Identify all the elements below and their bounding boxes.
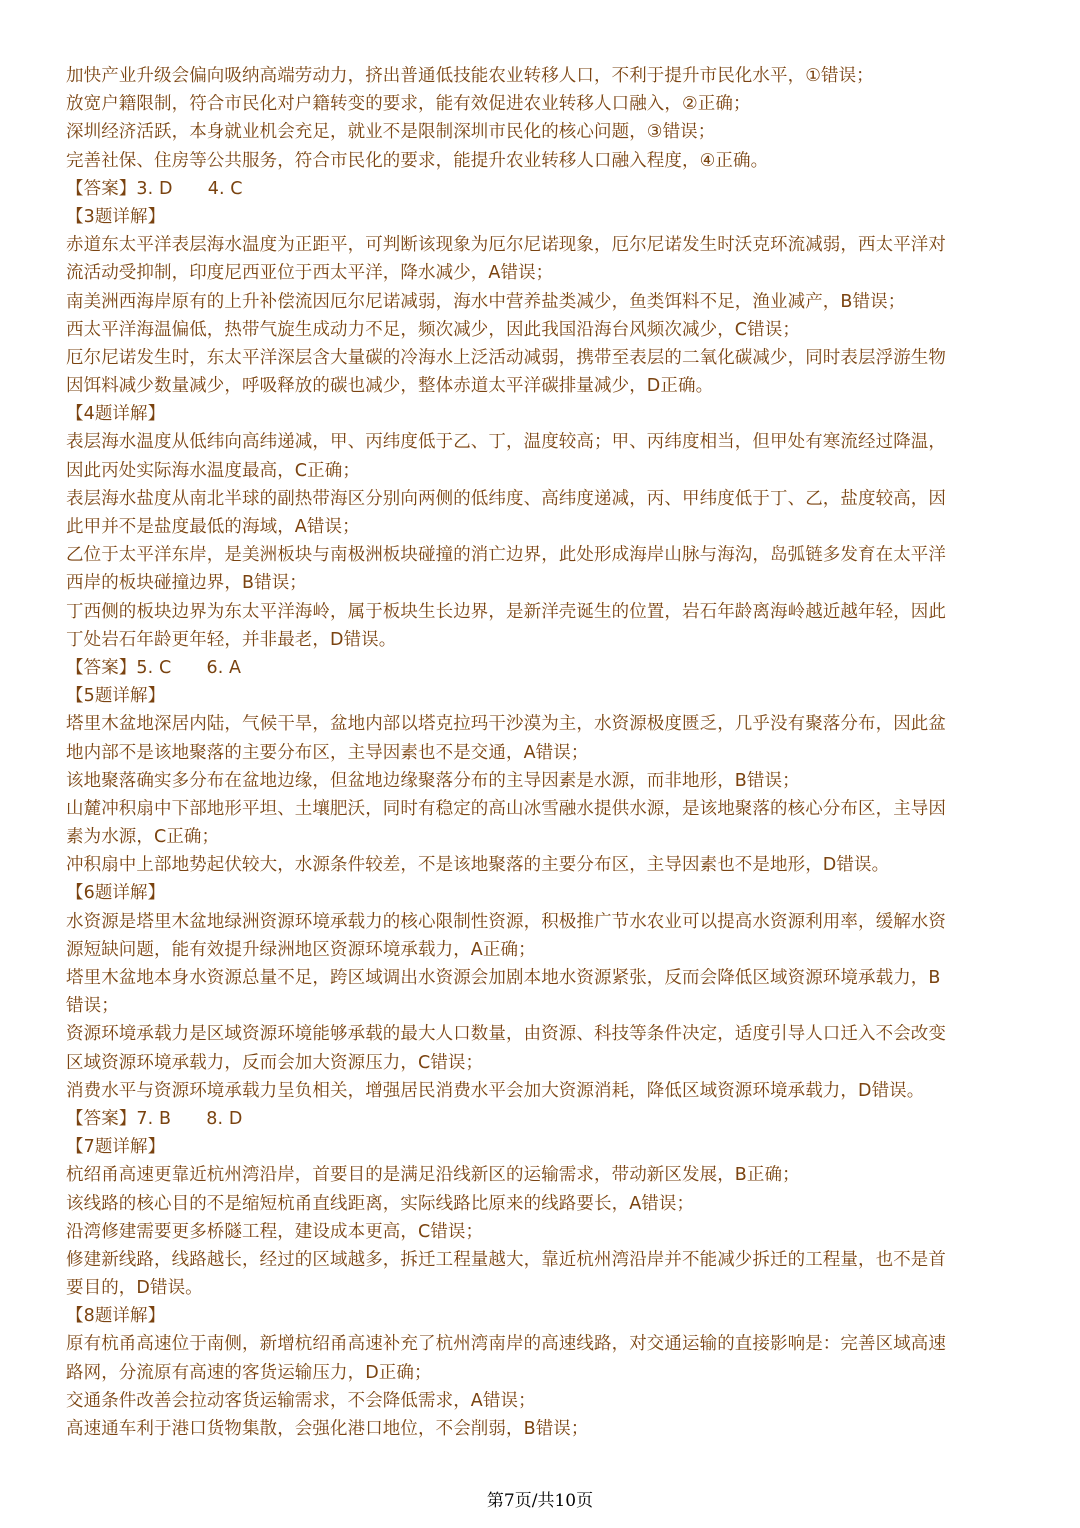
- text-line: 修建新线路，线路越长，经过的区域越多，拆迁工程量越大，靠近杭州湾沿岸并不能减少拆迁的工程量，也不是首: [66, 1249, 946, 1270]
- text-line: 交通条件改善会拉动客货运输需求，不会降低需求，A错误；: [66, 1390, 536, 1411]
- text-line: 丁处岩石年龄更年轻，并非最老，D错误。: [66, 629, 397, 650]
- text-line: 丁西侧的板块边界为东太平洋海岭，属于板块生长边界，是新洋壳诞生的位置，岩石年龄离海岭越近越年轻，因此: [66, 601, 946, 622]
- text-line: 塔里木盆地本身水资源总量不足，跨区域调出水资源会加剧本地水资源紧张，反而会降低区域资源环境承载力，B: [66, 968, 941, 988]
- text-line: 资源环境承载力是区域资源环境能够承载的最大人口数量，由资源、科技等条件决定，适度引导人口迁入不会改变: [66, 1024, 946, 1045]
- text-line: 【6题详解】: [66, 883, 166, 904]
- text-line: 水资源是塔里木盆地绿洲资源环境承载力的核心限制性资源，积极推广节水农业可以提高水资源利用率，缓解水资: [66, 911, 946, 932]
- text-line: 乙位于太平洋东岸，是美洲板块与南极洲板块碰撞的消亡边界，此处形成海岸山脉与海沟，岛弧链多发育在太平洋: [66, 545, 946, 566]
- text-line: 【8题详解】: [66, 1306, 166, 1327]
- text-line: 厄尔尼诺发生时，东太平洋深层含大量碳的冷海水上泛活动减弱，携带至表层的二氧化碳减少，同时表层浮游生物: [66, 347, 946, 368]
- text-line: 要目的，D错误。: [66, 1278, 203, 1299]
- text-line: 地内部不是该地聚落的主要分布区，主导因素也不是交通，A错误；: [66, 742, 589, 763]
- text-line: 杭绍甬高速更靠近杭州湾沿岸，首要目的是满足沿线新区的运输需求，带动新区发展，B正确；: [66, 1165, 800, 1186]
- text-line: 原有杭甬高速位于南侧，新增杭绍甬高速补充了杭州湾南岸的高速线路，对交通运输的直接影响是：完善区域高速: [66, 1334, 946, 1355]
- text-line: 高速通车利于港口货物集散，会强化港口地位，不会削弱，B错误；: [66, 1419, 589, 1439]
- text-line: 该地聚落确实多分布在盆地边缘，但盆地边缘聚落分布的主导因素是水源，而非地形，B错误；: [66, 770, 800, 791]
- text-line: 塔里木盆地深居内陆，气候干旱，盆地内部以塔克拉玛干沙漠为主，水资源极度匮乏，几乎没有聚落分布，因此盆: [66, 714, 946, 735]
- text-line: 【答案】3. D 4. C: [66, 178, 243, 199]
- text-line: 区域资源环境承载力，反而会加大资源压力，C错误；: [66, 1052, 484, 1073]
- text-line: 完善社保、住房等公共服务，符合市民化的要求，能提升农业转移人口融入程度，④正确。: [66, 150, 769, 171]
- text-line: 西岸的板块碰撞边界，B错误；: [66, 573, 307, 594]
- text-line: 深圳经济活跃，本身就业机会充足，就业不是限制深圳市民化的核心问题，③错误；: [66, 122, 716, 143]
- text-line: 山麓冲积扇中下部地形平坦、土壤肥沃，同时有稳定的高山冰雪融水提供水源，是该地聚落的核心分布区，主导因: [66, 798, 946, 819]
- text-line: 路网，分流原有高速的客货运输压力，D正确；: [66, 1362, 432, 1383]
- text-line: 沿湾修建需要更多桥隧工程，建设成本更高，C错误；: [66, 1221, 484, 1242]
- text-line: 该线路的核心目的不是缩短杭甬直线距离，实际线路比原来的线路要长，A错误；: [66, 1193, 695, 1214]
- text-line: 赤道东太平洋表层海水温度为正距平，可判断该现象为厄尔尼诺现象，厄尔尼诺发生时沃克环流减弱，西太平洋对: [66, 235, 946, 256]
- text-line: 因此丙处实际海水温度最高，C正确；: [66, 460, 360, 481]
- text-line: 【5题详解】: [66, 686, 166, 707]
- text-line: 【答案】5. C 6. A: [66, 657, 242, 678]
- text-line: 加快产业升级会偏向吸纳高端劳动力，挤出普通低技能农业转移人口，不利于提升市民化水平，①错误；: [66, 66, 874, 86]
- text-line: 【答案】7. B 8. D: [66, 1108, 243, 1129]
- text-line: 冲积扇中上部地势起伏较大，水源条件较差，不是该地聚落的主要分布区，主导因素也不是地形，D错误。: [66, 855, 890, 876]
- text-line: 表层海水盐度从南北半球的副热带海区分别向两侧的低纬度、高纬度递减，丙、甲纬度低于丁、乙，盐度较高，因: [66, 488, 946, 509]
- text-line: 错误；: [66, 996, 119, 1017]
- text-line: 此甲并不是盐度最低的海域，A错误；: [66, 517, 360, 537]
- text-line: 消费水平与资源环境承载力呈负相关，增强居民消费水平会加大资源消耗，降低区域资源环境承载力，D错误。: [66, 1080, 925, 1101]
- text-line: 表层海水温度从低纬向高纬递减，甲、丙纬度低于乙、丁，温度较高；甲、丙纬度相当，但甲处有寒流经过降温，: [66, 432, 946, 453]
- answer-explanation-text: [66, 62, 1026, 1443]
- text-line: 【7题详解】: [66, 1137, 166, 1158]
- text-line: 源短缺问题，能有效提升绿洲地区资源环境承载力，A正确；: [66, 939, 536, 960]
- page-footer: 第7页/共10页: [486, 1491, 594, 1511]
- text-line: 放宽户籍限制，符合市民化对户籍转变的要求，能有效促进农业转移人口融入，②正确；: [66, 94, 751, 115]
- text-line: 南美洲西海岸原有的上升补偿流因厄尔尼诺减弱，海水中营养盐类减少，鱼类饵料不足，渔业减产，B错误；: [66, 291, 906, 312]
- text-line: 流活动受抑制，印度尼西亚位于西太平洋，降水减少，A错误；: [66, 263, 554, 284]
- text-line: 因饵料减少数量减少，呼吸释放的碳也减少，整体赤道太平洋碳排量减少，D正确。: [66, 376, 714, 397]
- text-line: 【4题详解】: [66, 404, 166, 425]
- text-line: 【3题详解】: [66, 206, 166, 227]
- text-line: 素为水源，C正确；: [66, 827, 220, 848]
- text-line: 西太平洋海温偏低，热带气旋生成动力不足，频次减少，因此我国沿海台风频次减少，C错误；: [66, 319, 800, 340]
